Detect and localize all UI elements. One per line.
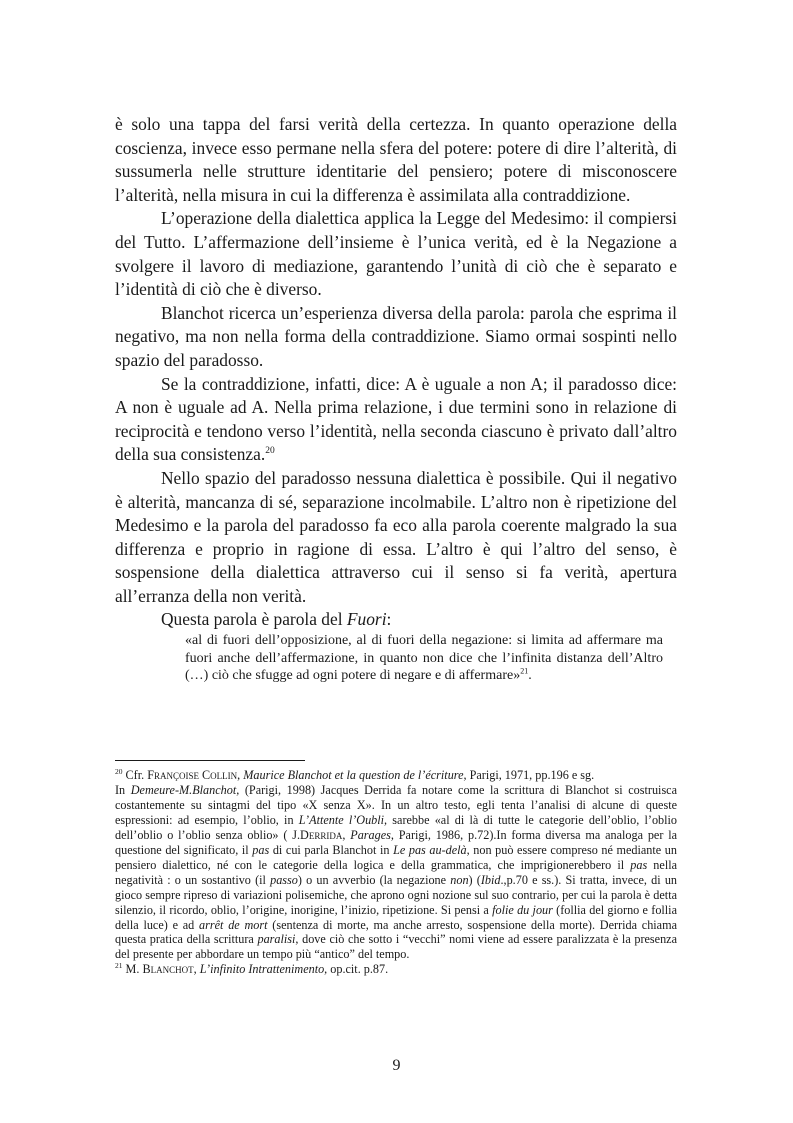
book-title: L’Attente l’Oubli, [298, 812, 388, 827]
footnote-ref-20[interactable]: 20 [265, 446, 275, 457]
footnote-number: 20 [115, 766, 123, 776]
paragraph-4: Se la contraddizione, infatti, dice: A è uguale a non A; il paradosso dice: A non è uguale ad A. Nella prima relazione, i due termini sono in relazione di reciprocità e tendono verso l’identità, nella seconda ciascuno è privato dall’altro della sua consistenza.$^{20}$ [115, 373, 677, 465]
paragraph-6: Questa parola è parola del Fuori: [161, 609, 392, 630]
paragraph-1: è solo una tappa del farsi verità della certezza. In quanto operazione della coscienza, invece esso permane nella sfera del potere: potere di dire l’alterità, di sussumerla nelle strutture identitarie del pensiero; potere di misconoscere l’alterità, nella misura in cui la differenza è assimilata alla contraddizione. [115, 114, 677, 205]
fuori-term: Fuori [346, 609, 387, 630]
book-title: Parages, [350, 827, 394, 842]
book-title: Maurice Blanchot et la question de l’écriture, [243, 768, 467, 782]
paragraph-3: Blanchot ricerca un’esperienza diversa della parola: parola che esprima il negativo, ma non nella forma della contraddizione. Siamo ormai sospinti nello spazio del paradosso. [115, 302, 677, 370]
author-name: Françoise Collin [147, 768, 238, 782]
author-name: Blanchot [142, 962, 194, 977]
footnote-number: 21 [115, 961, 123, 971]
footnote-21: $^{21}$ M. Blanchot, L’infinito Intrattenimento, op.cit. p.87. [115, 961, 389, 977]
footnote-ref-21[interactable]: 21 [520, 666, 529, 676]
paragraph-5: Nello spazio del paradosso nessuna dialettica è possibile. Qui il negativo è alterità, mancanza di sé, separazione incolmabile. L’altro non è ripetizione del Medesimo e la parola del paradosso fa eco alla parola coerente malgrado la sua differenza e proprio in ragione di essa. L’altro è qui l’altro del senso, è sospensione della dialettica attraverso cui il senso si fa verità, apertura all’erranza della non verità. [115, 467, 677, 606]
body-text [115, 113, 677, 685]
paragraph-2: L’operazione della dialettica applica la Legge del Medesimo: il compiersi del Tutto. L’affermazione dell’insieme è l’unica verità, ed è la Negazione a svolgere il lavoro di mediazione, garantendo l’unità di ciò che è separato e l’identità di ciò che è diverso. [115, 208, 677, 300]
book-title: Demeure-M.Blanchot, [130, 782, 240, 797]
footnotes [115, 768, 677, 977]
footnote-separator [115, 760, 305, 761]
block-quote: «al di fuori dell’opposizione, al di fuori della negazione: si limita ad affermare ma fuori anche dell’affermazione, in quanto non dice che l’infinita distanza dell’Altro (…) ciò che sfugge ad ogni potere di negare e di affermare»$^{21}$. [185, 633, 663, 684]
footnote-20: $^{20}$ Cfr. Françoise Collin, Maurice Blanchot et la question de l’écriture, Parigi, 1971, pp.196 e sg. [115, 766, 595, 782]
book-title: L’infinito Intrattenimento, [199, 962, 328, 977]
footnote-20-continuation: In Demeure-M.Blanchot, (Parigi, 1998) Jacques Derrida fa notare come la scrittura di Blanchot si costruisca costantemente su sintagmi del tipo «X senza X». In un altro testo, egli tenta l’analisi di alcune di queste espressioni: ad esempio, l’oblio, in L’Attente l’Oubli, sarebbe «al di là di tutte le categorie dell’oblio, l’oblio dell’oblio o l’oblio senza oblio» ( J.Derrida, Parages, Parigi, 1986, p.72).In forma diversa ma analoga per la questione del significato, il pas di cui parla Blanchot in Le pas au-delà, non può essere compreso né mediante un pensiero dialettico, né con le categorie della logica e della grammatica, che imprigionerebbero il pas nella negatività : o un sostantivo (il passo) o un avverbio (la negazione non) (Ibid.,p.70 e ss.). Si tratta, invece, di un gioco sempre ripreso di variazioni polisemiche, che aprono ogni nozione sul suo contrario, per cui la parola è detta silenzio, il ricordo, oblio, l’origine, inorigine, l’inizio, ripetizione. Si pensi a folie du jour (follia del giorno e follia della luce) e ad arrêt de mort (sentenza di morte, ma anche arresto, sospensione della morte). Derrida chiama questa pratica della scrittura paralisi, dove ciò che sotto i “vecchi” nomi viene ad essere paralizzata è la presenza del presente per abbordare un tempo più “antico” del tempo. [115, 782, 678, 962]
author-name: Derrida [300, 827, 343, 842]
page-number: 9 [392, 1057, 401, 1074]
